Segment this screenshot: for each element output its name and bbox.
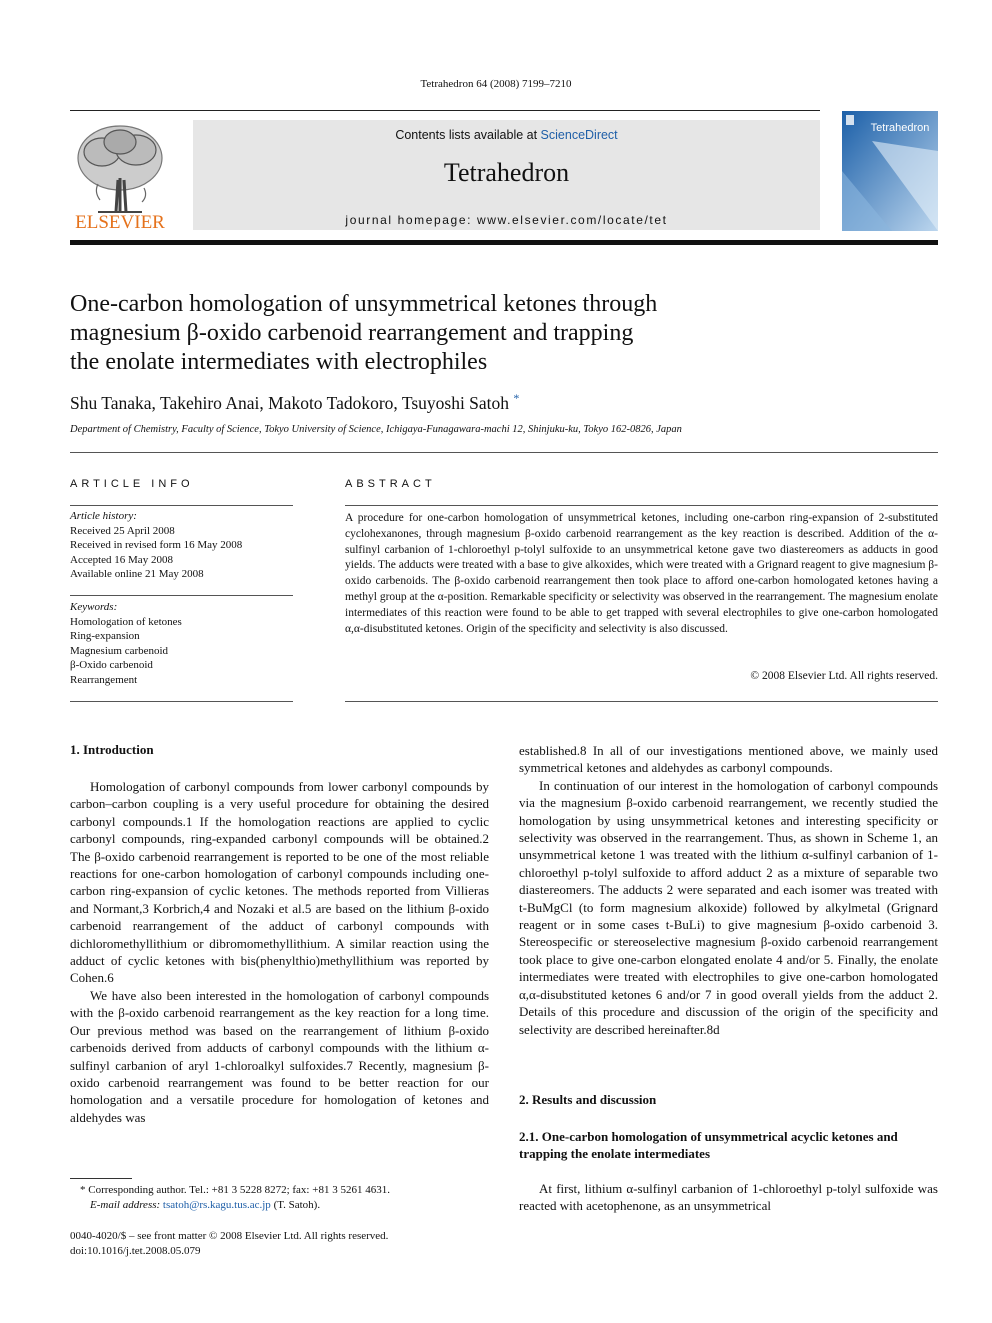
separator (345, 505, 938, 506)
author-names: Shu Tanaka, Takehiro Anai, Makoto Tadokoro, Tsuyoshi Satoh (70, 392, 510, 413)
corresponding-author-note: * Corresponding author. Tel.: +81 3 5228 8272; fax: +81 3 5261 4631. (80, 1184, 390, 1196)
email-link[interactable]: tsatoh@rs.kagu.tus.ac.jp (162, 1199, 271, 1211)
elsevier-wordmark: ELSEVIER (75, 212, 165, 232)
affiliation: Department of Chemistry, Faculty of Science, Tokyo University of Science, Ichigaya-Funagawara-machi 12, Shinjuku-ku, Tokyo 162-0826, Japan (70, 424, 682, 435)
journal-cover (842, 111, 938, 231)
title-line-1: One-carbon homologation of unsymmetrical ketones through (70, 291, 658, 317)
header-bar (70, 240, 938, 245)
separator (70, 701, 293, 702)
abstract-text: A procedure for one-carbon homologation of unsymmetrical ketones, including one-carbon ring-expansion of 2-substituted cyclohexanones, through magnesium β-oxido carbenoid rearrangement as the key reaction is described. Addition of the α-sulfinyl carbanion of 1-chloroethyl p-tolyl sulfoxide to an unsymmetrical ketone gave two diastereomers as adducts in good yields. The adducts were treated with a base to give alkoxides, which were treated with a Grignard reagent to give magnesium β-oxido carbenoids. The β-oxido carbenoid rearrangement then took place to afford one-carbon homologated ketones having a methyl group at the α-position. Remarkable specificity or selectivity was observed in the rearrangement. The magnesium enolate intermediates of this reaction were found to be able to get trapped with several electrophiles to give one-carbon homologated α,α-disubstituted ketones. Origin of the specificity and selectivity is also discussed. (345, 512, 938, 635)
email-label: E-mail address: (90, 1199, 163, 1211)
paragraph: At first, lithium α-sulfinyl carbanion of 1-chloroethyl p-tolyl sulfoxide was reacted with acetophenone, as an unsymmetrical (519, 1181, 938, 1214)
journal-homepage[interactable]: journal homepage: www.elsevier.com/locate/tet (345, 213, 668, 227)
separator (70, 452, 938, 453)
email-suffix: (T. Satoh). (270, 1199, 321, 1211)
footnote-rule (70, 1178, 132, 1179)
title-line-2: magnesium β-oxido carbenoid rearrangement and trapping (70, 320, 634, 346)
separator (345, 701, 938, 702)
doi-line[interactable]: doi:10.1016/j.tet.2008.05.079 (70, 1245, 201, 1257)
title-line-3: the enolate intermediates with electrophiles (70, 349, 488, 375)
subsection-heading: 2.1. One-carbon homologation of unsymmetrical acyclic ketones and trapping the enolate intermediates (519, 1129, 898, 1161)
separator (70, 595, 293, 596)
history-item: Received 25 April 2008 (70, 524, 175, 537)
paragraph: We have also been interested in the homologation of carbonyl compounds with the β-oxido carbenoid rearrangement as the key reaction for a long time. Our previous method was based on the rearrangement of lithium β-oxido carbenoids derived from adducts of carbonyl compounds with the lithium α-sulfinyl carbanion of aryl 1-chloroalkyl sulfoxides.7 Recently, magnesium β-oxido carbenoid rearrangement was found to be better reaction for our homologation and a versatile procedure for homologation of ketones and aldehydes was (70, 987, 489, 1125)
keyword: Ring-expansion (70, 630, 140, 642)
issn-line: 0040-4020/$ – see front matter © 2008 Elsevier Ltd. All rights reserved. (70, 1230, 389, 1242)
abstract-heading: ABSTRACT (345, 478, 436, 490)
keywords (70, 600, 182, 687)
corresponding-author-mark[interactable]: * (513, 391, 520, 405)
history-label: Article history: (70, 510, 137, 522)
keyword: β-Oxido carbenoid (70, 659, 153, 671)
article-history (70, 509, 242, 582)
contents-prefix: Contents lists available at (395, 128, 541, 142)
article-title (70, 290, 830, 377)
journal-title: Tetrahedron (443, 158, 570, 187)
keyword: Magnesium carbenoid (70, 644, 169, 657)
history-item: Received in revised form 16 May 2008 (70, 539, 243, 551)
right-column (519, 742, 938, 1038)
paragraph: established.8 In all of our investigations mentioned above, we mainly used symmetrical ketones and aldehydes as carbonyl compounds. (519, 743, 938, 776)
paragraph: In continuation of our interest in the homologation of carbonyl compounds via the magnesium β-oxido carbenoid rearrangement, we recently studied the homologation by using unsymmetrical ketones and interesting specificity or selectivity was observed in the rearrangement. Thus, as shown in Scheme 1, an unsymmetrical ketone 1 was treated with the lithium α-sulfinyl carbanion of 1-chloroethyl p-tolyl sulfoxide to afford adduct 2 as a mixture of separable two diastereomers. The adducts 2 were separated and each isomer was treated with t-BuMgCl (to form magnesium alkoxide) followed by alkylmetal (Grignard reagent or in some cases t-BuLi) to give magnesium β-oxido carbenoid 3. Stereospecific or stereoselective magnesium β-oxido carbenoid rearrangement took place to give one-carbon elongated enolate 4 and/or 5. Finally, the enolate intermediates were treated with electrophiles to give one-carbon homologated α,α-disubstituted ketones 6 and/or 7 in good overall yields from the adduct 2. Details of this procedure and discussion of the origin of the specificity and selectivity are described hereinafter.8d (519, 777, 938, 1037)
keyword: Homologation of ketones (70, 615, 182, 628)
separator (70, 505, 293, 506)
author-list (70, 391, 519, 414)
keyword: Rearrangement (70, 673, 138, 686)
results-heading: 2. Results and discussion (519, 1092, 657, 1107)
journal-masthead (193, 120, 820, 230)
history-item: Accepted 16 May 2008 (70, 553, 173, 566)
sciencedirect-link[interactable]: ScienceDirect (540, 128, 618, 142)
abstract-copyright: © 2008 Elsevier Ltd. All rights reserved. (750, 670, 938, 682)
paragraph: Homologation of carbonyl compounds from lower carbonyl compounds by carbon–carbon coupling is a very useful procedure for obtaining the desired carbonyl compounds.1 If the homologation reactions are applied to cyclic carbonyl compounds, ring-expanded carbonyl compounds will be obtained.2 The β-oxido carbenoid rearrangement is reported to be one of the most reliable reactions for one-carbon homologation of carbonyl compounds including one-carbon ring-expansion of cyclic ketones. The methods reported from Villieras and Normant,3 Korbrich,4 and Nozaki et al.5 are based on the lithium β-oxido carbenoid rearrangement of the adduct of carbonyl compounds with dichloromethyllithium or dibromomethyllithium. A similar reaction using the adduct of cyclic ketones with bis(phenylthio)methyllithium was reported by Cohen.6 (70, 779, 489, 986)
history-item: Available online 21 May 2008 (70, 568, 204, 580)
top-rule (70, 110, 820, 111)
cover-title: Tetrahedron (870, 122, 930, 134)
footnote (70, 1183, 390, 1213)
left-column (70, 778, 489, 1126)
article-info-heading: ARTICLE INFO (70, 478, 194, 490)
journal-reference: Tetrahedron 64 (2008) 7199–7210 (420, 78, 572, 90)
introduction-heading: 1. Introduction (70, 742, 154, 757)
issn-doi (70, 1229, 388, 1259)
elsevier-logo (70, 120, 170, 232)
keywords-label: Keywords: (70, 601, 118, 613)
contents-line (193, 128, 820, 142)
right-column-continued (519, 1180, 938, 1215)
